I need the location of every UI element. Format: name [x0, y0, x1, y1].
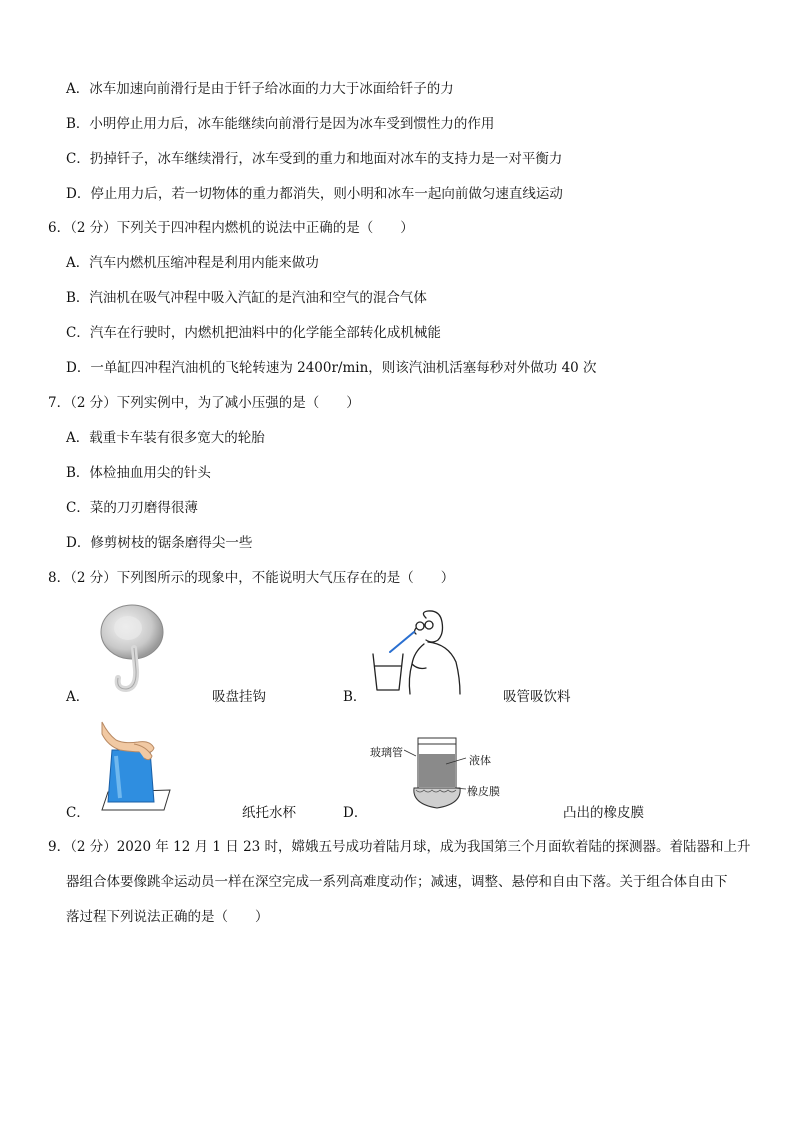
- q8-caption-a: 吸盘挂钩: [212, 689, 266, 705]
- q8-caption-d: 凸出的橡皮膜: [563, 805, 644, 821]
- q6-stem: 6．（2 分）下列关于四冲程内燃机的说法中正确的是（ ）: [48, 220, 414, 236]
- q8-caption-c: 纸托水杯: [242, 805, 296, 821]
- q8-letter-c: C．: [66, 805, 90, 821]
- q8-letter-b: B．: [343, 689, 367, 705]
- label-leader-lines: [404, 744, 476, 794]
- q8-caption-b: 吸管吸饮料: [503, 689, 571, 705]
- q8-letter-a: A．: [66, 689, 90, 705]
- q5-option-a: A．冰车加速向前滑行是由于钎子给冰面的力大于冰面给钎子的力: [66, 81, 454, 97]
- q5-option-c: C．扔掉钎子，冰车继续滑行，冰车受到的重力和地面对冰车的支持力是一对平衡力: [66, 151, 563, 167]
- q7-option-a: A．载重卡车装有很多宽大的轮胎: [66, 430, 265, 446]
- q8-stem: 8．（2 分）下列图所示的现象中，不能说明大气压存在的是（ ）: [48, 570, 455, 586]
- q8-letter-d: D．: [343, 805, 368, 821]
- q7-stem: 7．（2 分）下列实例中，为了减小压强的是（ ）: [48, 395, 360, 411]
- label-liquid: 液体: [469, 754, 491, 767]
- q6-option-d: D．一单缸四冲程汽油机的飞轮转速为 2400r/min，则该汽油机活塞每秒对外做功 40 次: [66, 360, 597, 376]
- q9-stem-line-3: 落过程下列说法正确的是（ ）: [66, 909, 269, 925]
- suction-cup-hook-figure: [96, 604, 168, 696]
- q5-option-d: D．停止用力后，若一切物体的重力都消失，则小明和冰车一起向前做匀速直线运动: [66, 186, 563, 202]
- q5-option-b: B．小明停止用力后，冰车能继续向前滑行是因为冰车受到惯性力的作用: [66, 116, 495, 132]
- q7-option-b: B．体检抽血用尖的针头: [66, 465, 211, 481]
- q9-stem-line-2: 器组合体要像跳伞运动员一样在深空完成一系列高难度动作；减速，调整、悬停和自由下落。关于组合体自由下: [66, 874, 728, 890]
- q6-option-c: C．汽车在行驶时，内燃机把油料中的化学能全部转化成机械能: [66, 325, 441, 341]
- q6-option-a: A．汽车内燃机压缩冲程是利用内能来做功: [66, 255, 319, 271]
- q7-option-c: C．菜的刀刃磨得很薄: [66, 500, 198, 516]
- label-glass-tube: 玻璃管: [370, 746, 403, 759]
- paper-water-cup-figure: [94, 720, 174, 812]
- label-rubber-membrane: 橡皮膜: [467, 785, 500, 798]
- q9-stem-line-1: 9．（2 分）2020 年 12 月 1 日 23 时，嫦娥五号成功着陆月球，成为我国第三个月面软着陆的探测器。着陆器和上升: [48, 839, 751, 855]
- q6-option-b: B．汽油机在吸气冲程中吸入汽缸的是汽油和空气的混合气体: [66, 290, 427, 306]
- q7-option-d: D．修剪树枝的锯条磨得尖一些: [66, 535, 253, 551]
- straw-drinking-figure: [368, 608, 464, 696]
